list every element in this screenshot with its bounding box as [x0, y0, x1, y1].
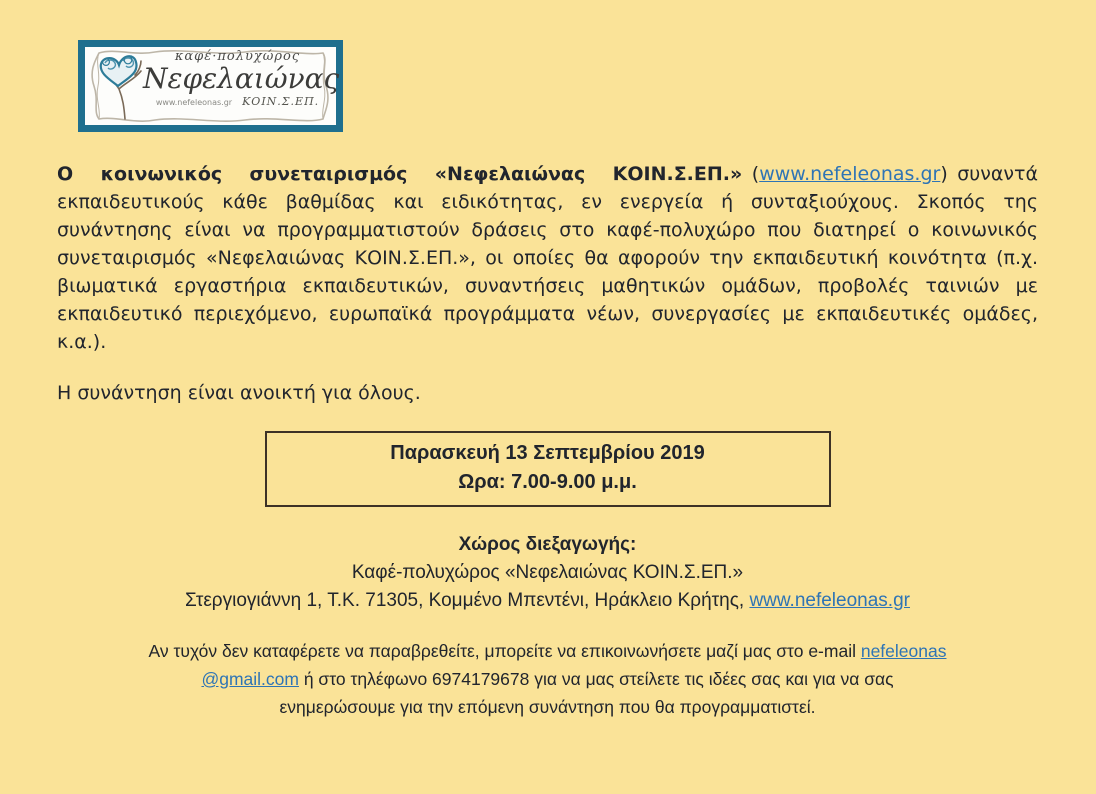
brand-logo-inner [85, 47, 340, 125]
brand-logo [78, 40, 343, 132]
email-link-part1[interactable]: nefeleonas [860, 641, 947, 661]
website-link-intro[interactable]: www.nefeleonas.gr [759, 163, 941, 185]
contact-line-2 [57, 665, 1038, 693]
brand-name: Νεφελαιώνας [143, 62, 340, 95]
venue-address-text: Στεργιογιάννη 1, Τ.Κ. 71305, Κομμένο Μπεντένι, Ηράκλειο Κρήτης, [185, 590, 750, 611]
intro-paragraph [57, 160, 1038, 356]
venue-name-line: Καφέ-πολυχώρος «Νεφελαιώνας ΚΟΙΝ.Σ.ΕΠ.» [351, 562, 744, 583]
event-date: Παρασκευή 13 Σεπτεμβρίου 2019 [390, 442, 705, 464]
intro-close-paren: ) [940, 163, 948, 185]
intro-body-text: συναντά εκπαιδευτικούς κάθε βαθμίδας και ειδικότητας, εν ενεργεία ή συνταξιούχους. Σκοπός της συνάντησης είναι να προγραμματιστούν δράσεις στο καφέ-πολυχώρο που διατηρεί ο κοινωνικός συνεταιρισμός «Νεφελαιώνας ΚΟΙΝ.Σ.ΕΠ.», οι οποίες θα αφορούν την εκπαιδευτική κοινότητα (π.χ. βιωματικά εργαστήρια εκπαιδευτικών, συναντήσεις μαθητικών ομάδων, προβολές ταινιών με εκπαιδευτικό περιεχόμενο, ευρωπαϊκά προγράμματα νέων, συνεργασίες με εκπαιδευτικές ομάδες, κ.α.). [57, 163, 1038, 353]
event-date-box [265, 431, 831, 507]
brand-logo-text [143, 49, 340, 123]
flyer-content [57, 160, 1038, 721]
brand-website: www.nefeleonas.gr [155, 98, 233, 107]
intro-open-paren: ( [751, 163, 760, 185]
website-link-venue[interactable]: www.nefeleonas.gr [749, 590, 910, 611]
contact-section [57, 637, 1038, 721]
intro-bold-lead: Ο κοινωνικός συνεταιρισμός «Νεφελαιώνας ΚΟΙΝ.Σ.ΕΠ.» [57, 163, 743, 185]
event-time: Ωρα: 7.00-9.00 μ.μ. [458, 471, 637, 493]
contact-text-1: Αν τυχόν δεν καταφέρετε να παραβρεθείτε, μπορείτε να επικοινωνήσετε μαζί μας στο e-mail [148, 641, 861, 661]
brand-suffix: ΚΟΙΝ.Σ.ΕΠ. [242, 95, 320, 108]
venue-heading: Χώρος διεξαγωγής: [458, 534, 637, 555]
contact-line-3: ενημερώσουμε για την επόμενη συνάντηση που θα προγραμματιστεί. [279, 697, 816, 717]
contact-text-2: ή στο τηλέφωνο 6974179678 για να μας στείλετε τις ιδέες σας και για να σας [298, 669, 894, 689]
venue-section [57, 531, 1038, 615]
contact-line-1 [57, 637, 1038, 665]
email-link-part2[interactable]: @gmail.com [201, 669, 299, 689]
venue-address-line [57, 587, 1038, 615]
open-invite-line: Η συνάντηση είναι ανοικτή για όλους. [57, 382, 421, 404]
brand-tagline: καφέ·πολυχώρος [174, 49, 301, 64]
